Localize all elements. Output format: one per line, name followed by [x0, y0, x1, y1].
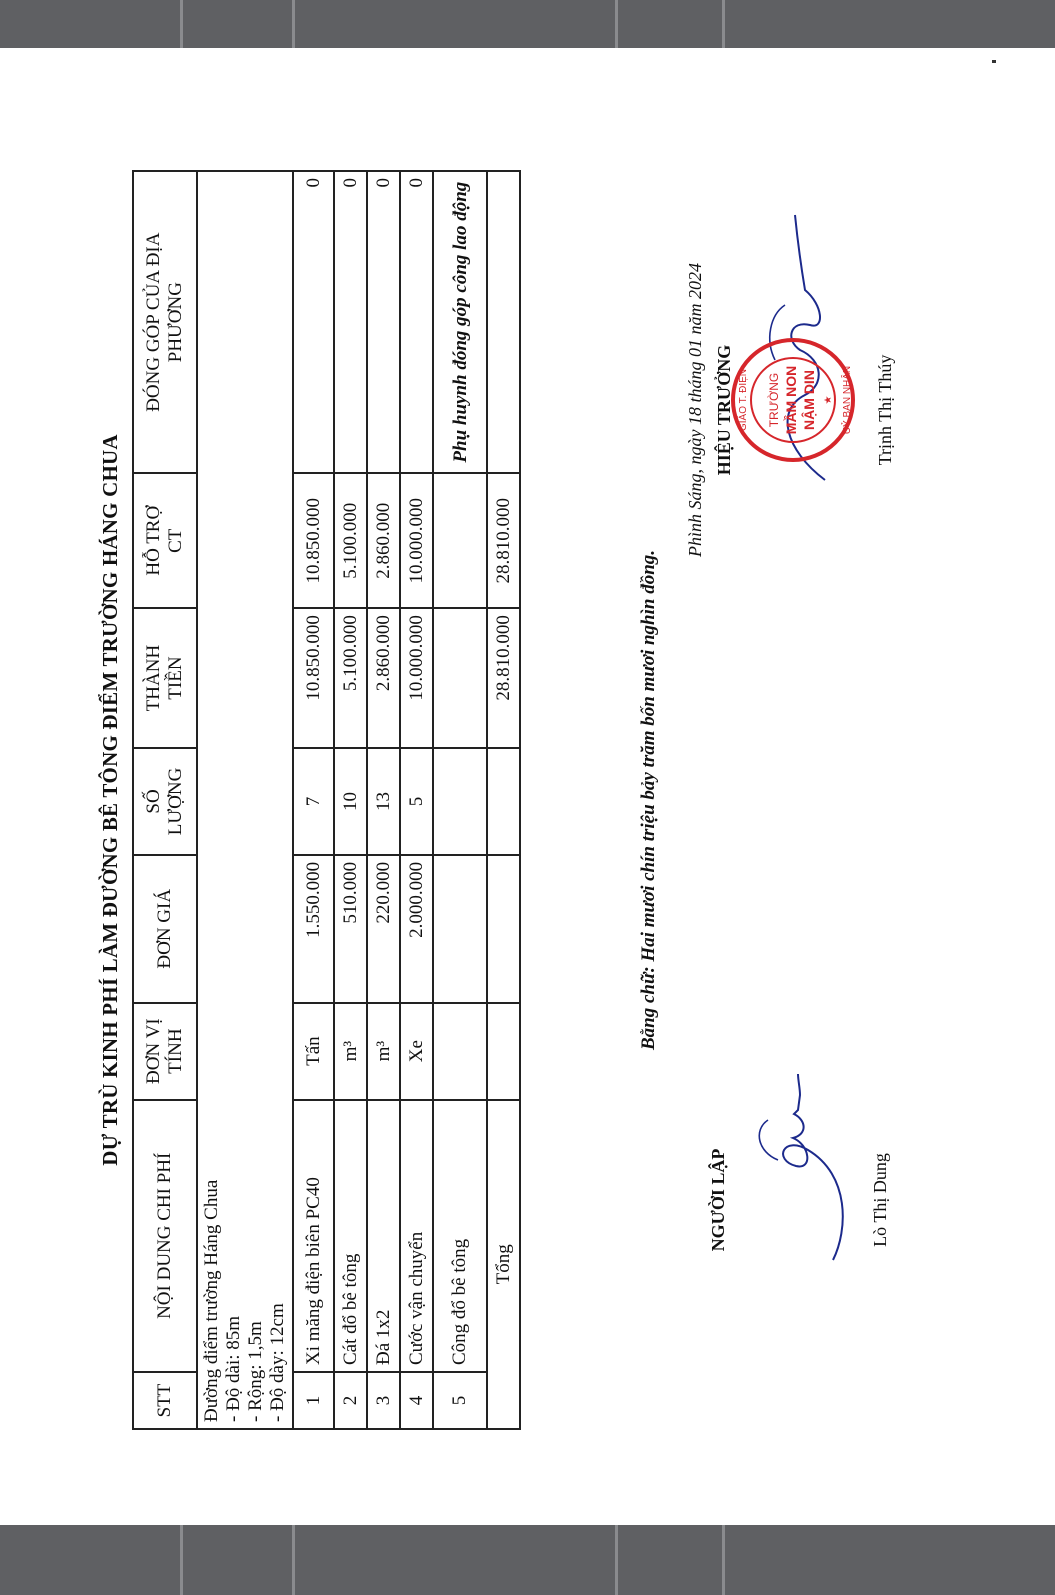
header-total: THÀNH TIỀN: [133, 608, 197, 748]
cell-qty: 13: [367, 748, 400, 855]
official-stamp: [728, 335, 858, 465]
cell-local: 0: [293, 171, 334, 473]
cell-support: [433, 473, 487, 608]
cell-local-contribution-note: Phụ huynh đóng góp công lao động: [433, 171, 487, 473]
preparer-signature-block: [700, 1070, 890, 1330]
table-total-row: [487, 171, 520, 1429]
header-unit: ĐƠN VỊ TÍNH: [133, 1003, 197, 1100]
cell-unit: [433, 1003, 487, 1100]
cell-unit: m³: [334, 1003, 367, 1100]
header-qty: SỐ LƯỢNG: [133, 748, 197, 855]
cell-price: 510.000: [334, 855, 367, 1003]
cell-total: 10.000.000: [400, 608, 433, 748]
svg-text:MẦM NON: MẦM NON: [783, 365, 799, 435]
header-content: NỘI DUNG CHI PHÍ: [133, 1100, 197, 1372]
cell-qty: 5: [400, 748, 433, 855]
document-title: DỰ TRÙ KINH PHÍ LÀM ĐƯỜNG BÊ TÔNG ĐIỂM TRƯỜNG HÁNG CHUA: [98, 434, 122, 1166]
svg-text:TRƯỜNG: TRƯỜNG: [767, 372, 781, 428]
cell-price: 220.000: [367, 855, 400, 1003]
cell-content: Cát đổ bê tông: [334, 1100, 367, 1372]
cell-price: 1.550.000: [293, 855, 334, 1003]
principal-role: HIỆU TRƯỞNG: [714, 344, 734, 476]
cell-qty: 7: [293, 748, 334, 855]
table-row: [367, 171, 400, 1429]
scanner-band-bottom: [0, 1525, 1055, 1595]
cell-price: 2.000.000: [400, 855, 433, 1003]
cell-local: 0: [400, 171, 433, 473]
preparer-name: Lò Thị Dung: [870, 1153, 890, 1247]
cell-qty: 10: [334, 748, 367, 855]
table-row: [293, 171, 334, 1429]
place-date: Phình Sáng, ngày 18 tháng 01 năm 2024: [685, 263, 705, 557]
svg-text:GIÁO T. ĐIỆN: GIÁO T. ĐIỆN: [738, 368, 749, 432]
svg-text:UỶ BAN NHÂN: UỶ BAN NHÂN: [842, 365, 853, 435]
cell-content: Cước vận chuyển: [400, 1100, 433, 1372]
document-page: [60, 130, 980, 1470]
cost-estimate-table: [132, 170, 521, 1430]
total-label: Tổng: [487, 1100, 520, 1429]
cell-unit: Tấn: [293, 1003, 334, 1100]
cell-total: 10.850.000: [293, 608, 334, 748]
cell-qty: [433, 748, 487, 855]
table-row: [400, 171, 433, 1429]
header-support: HỖ TRỢ CT: [133, 473, 197, 608]
principal-name: Trịnh Thị Thúy: [875, 354, 895, 466]
cell-stt: 5: [433, 1372, 487, 1429]
amount-in-words: Bằng chữ: Hai mươi chín triệu bảy trăm bốn mươi nghìn đồng.: [638, 549, 659, 1051]
cell-stt: 3: [367, 1372, 400, 1429]
road-description: Đường điểm trường Háng Chua - Độ dài: 85m - Rộng: 1,5m - Độ dày: 12cm: [197, 1003, 293, 1429]
cell-support: 5.100.000: [334, 473, 367, 608]
preparer-role: NGƯỜI LẬP: [708, 1148, 728, 1252]
cell-local: 0: [334, 171, 367, 473]
table-header-row: [133, 171, 197, 1429]
svg-text:NẬM DIN: NẬM DIN: [801, 370, 817, 430]
cell-support: 10.000.000: [400, 473, 433, 608]
cell-stt: 2: [334, 1372, 367, 1429]
cell-local: 0: [367, 171, 400, 473]
total-amount: 28.810.000: [487, 608, 520, 748]
cell-price: [433, 855, 487, 1003]
cell-total: [433, 608, 487, 748]
table-row: [334, 171, 367, 1429]
preparer-signature: [738, 1070, 858, 1270]
total-support: 28.810.000: [487, 473, 520, 608]
table-row-description: [197, 171, 293, 1429]
header-local-contribution: ĐÓNG GÓP CỦA ĐỊA PHƯƠNG: [133, 171, 197, 473]
scan-speck: [992, 60, 996, 63]
cell-stt: 4: [400, 1372, 433, 1429]
cell-support: 10.850.000: [293, 473, 334, 608]
cell-total: 2.860.000: [367, 608, 400, 748]
cell-unit: m³: [367, 1003, 400, 1100]
cell-total: 5.100.000: [334, 608, 367, 748]
cell-content: Xi măng điện biên PC40: [293, 1100, 334, 1372]
cell-support: 2.860.000: [367, 473, 400, 608]
header-stt: STT: [133, 1372, 197, 1429]
cell-unit: Xe: [400, 1003, 433, 1100]
cell-content: Công đổ bê tông: [433, 1100, 487, 1372]
cell-content: Đá 1x2: [367, 1100, 400, 1372]
svg-text:★: ★: [823, 395, 834, 405]
cell-stt: 1: [293, 1372, 334, 1429]
scanner-band-top: [0, 0, 1055, 48]
header-price: ĐƠN GIÁ: [133, 855, 197, 1003]
table-row: [433, 171, 487, 1429]
